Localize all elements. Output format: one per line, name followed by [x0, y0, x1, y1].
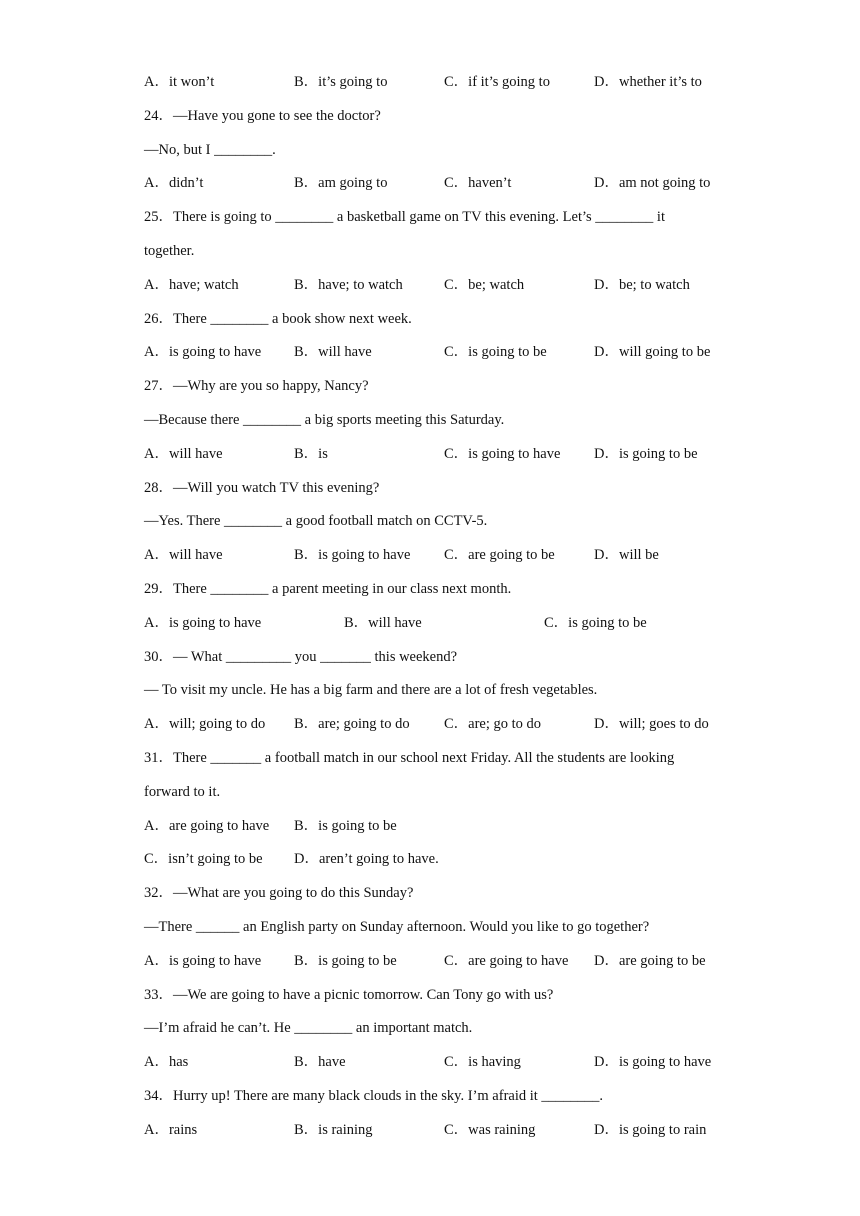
answer-option: B．is going to have	[294, 547, 411, 564]
question-text-line: 34．Hurry up! There are many black clouds in the sky. I’m afraid it ________.	[144, 1087, 604, 1104]
answer-option: D．will be	[594, 547, 659, 564]
answer-option: A．will have	[144, 445, 223, 462]
answer-option: B．will have	[344, 614, 422, 631]
question-text-line: —Because there ________ a big sports meeting this Saturday.	[144, 411, 505, 428]
answer-option: C．if it’s going to	[444, 74, 550, 90]
answer-option: B．have; to watch	[294, 276, 403, 293]
options-row	[144, 539, 744, 573]
options-row	[144, 708, 744, 742]
options-row	[144, 167, 744, 201]
answer-option: A．is going to have	[144, 344, 262, 361]
answer-option: B．is	[294, 445, 328, 462]
options-row	[144, 66, 744, 100]
question-text-line: 29．There ________ a parent meeting in our class next month.	[144, 580, 512, 597]
options-row	[144, 945, 744, 979]
answer-option: C．was raining	[444, 1121, 536, 1138]
question-text-line: 28．—Will you watch TV this evening?	[144, 479, 380, 496]
answer-option: D．be; to watch	[594, 276, 690, 293]
answer-option: A．didn’t	[144, 175, 204, 192]
question-text-line: forward to it.	[144, 783, 221, 800]
options-row	[144, 438, 744, 472]
question-text-line: 33．—We are going to have a picnic tomorrow. Can Tony go with us?	[144, 986, 554, 1003]
answer-option: B．is raining	[294, 1121, 373, 1138]
answer-option: D．am not going to	[594, 175, 711, 192]
answer-option: D．aren’t going to have.	[294, 851, 439, 868]
question-text-line: together.	[144, 242, 195, 259]
answer-option: D．are going to be	[594, 952, 706, 969]
answer-option: A．will have	[144, 547, 223, 564]
question-text-line: —I’m afraid he can’t. He ________ an important match.	[144, 1020, 473, 1037]
question-text-line: —No, but I ________.	[144, 141, 276, 158]
options-row	[144, 843, 744, 877]
options-row	[144, 1046, 744, 1080]
options-row	[144, 336, 744, 370]
answer-option: D．will; goes to do	[594, 716, 709, 733]
answer-option: C．is going to be	[444, 344, 547, 361]
question-text-line: — To visit my uncle. He has a big farm and there are a lot of fresh vegetables.	[144, 682, 598, 699]
answer-option: B．am going to	[294, 175, 388, 192]
answer-option: C．haven’t	[444, 175, 512, 192]
answer-option: A．is going to have	[144, 952, 262, 969]
question-list	[144, 66, 744, 1148]
options-row	[144, 810, 744, 844]
answer-option: D．whether it’s to	[594, 74, 702, 90]
answer-option: B．it’s going to	[294, 74, 388, 90]
question-text-line: —Yes. There ________ a good football match on CCTV-5.	[144, 513, 488, 530]
answer-option: C．are going to have	[444, 952, 569, 969]
answer-option: D．is going to rain	[594, 1121, 707, 1138]
question-text-line: 27．—Why are you so happy, Nancy?	[144, 378, 369, 395]
answer-option: C．are; go to do	[444, 716, 542, 733]
question-text-line: 30．— What _________ you _______ this weekend?	[144, 648, 458, 665]
question-text-line: 24．—Have you gone to see the doctor?	[144, 107, 381, 124]
question-text-line: 32．—What are you going to do this Sunday?	[144, 885, 414, 902]
answer-option: C．is going to be	[544, 614, 647, 631]
question-text-line: 26．There ________ a book show next week.	[144, 310, 412, 327]
answer-option: A．are going to have	[144, 817, 270, 834]
answer-option: D．is going to have	[594, 1054, 712, 1071]
answer-option: D．will going to be	[594, 344, 711, 361]
answer-option: B．is going to be	[294, 952, 397, 969]
answer-option: C．is going to have	[444, 445, 561, 462]
answer-option: B．will have	[294, 344, 372, 361]
options-row	[144, 1114, 744, 1148]
options-row	[144, 269, 744, 303]
answer-option: B．is going to be	[294, 817, 397, 834]
answer-option: B．are; going to do	[294, 716, 410, 733]
answer-option: A．is going to have	[144, 614, 262, 631]
answer-option: A．have; watch	[144, 276, 239, 293]
answer-option: C．isn’t going to be	[144, 851, 263, 868]
answer-option: A．will; going to do	[144, 716, 266, 733]
answer-option: C．are going to be	[444, 547, 555, 564]
answer-option: D．is going to be	[594, 445, 698, 462]
question-text-line: —There ______ an English party on Sunday afternoon. Would you like to go together?	[144, 918, 650, 935]
answer-option: C．is having	[444, 1054, 521, 1071]
answer-option: A．rains	[144, 1121, 198, 1138]
question-text-line: 25．There is going to ________ a basketball game on TV this evening. Let’s ________ it	[144, 209, 665, 226]
answer-option: A．it won’t	[144, 74, 215, 90]
options-row	[144, 607, 744, 641]
answer-option: B．have	[294, 1054, 346, 1071]
answer-option: A．has	[144, 1054, 189, 1071]
question-text-line: 31．There _______ a football match in our school next Friday. All the students are looking	[144, 749, 675, 766]
answer-option: C．be; watch	[444, 276, 525, 293]
